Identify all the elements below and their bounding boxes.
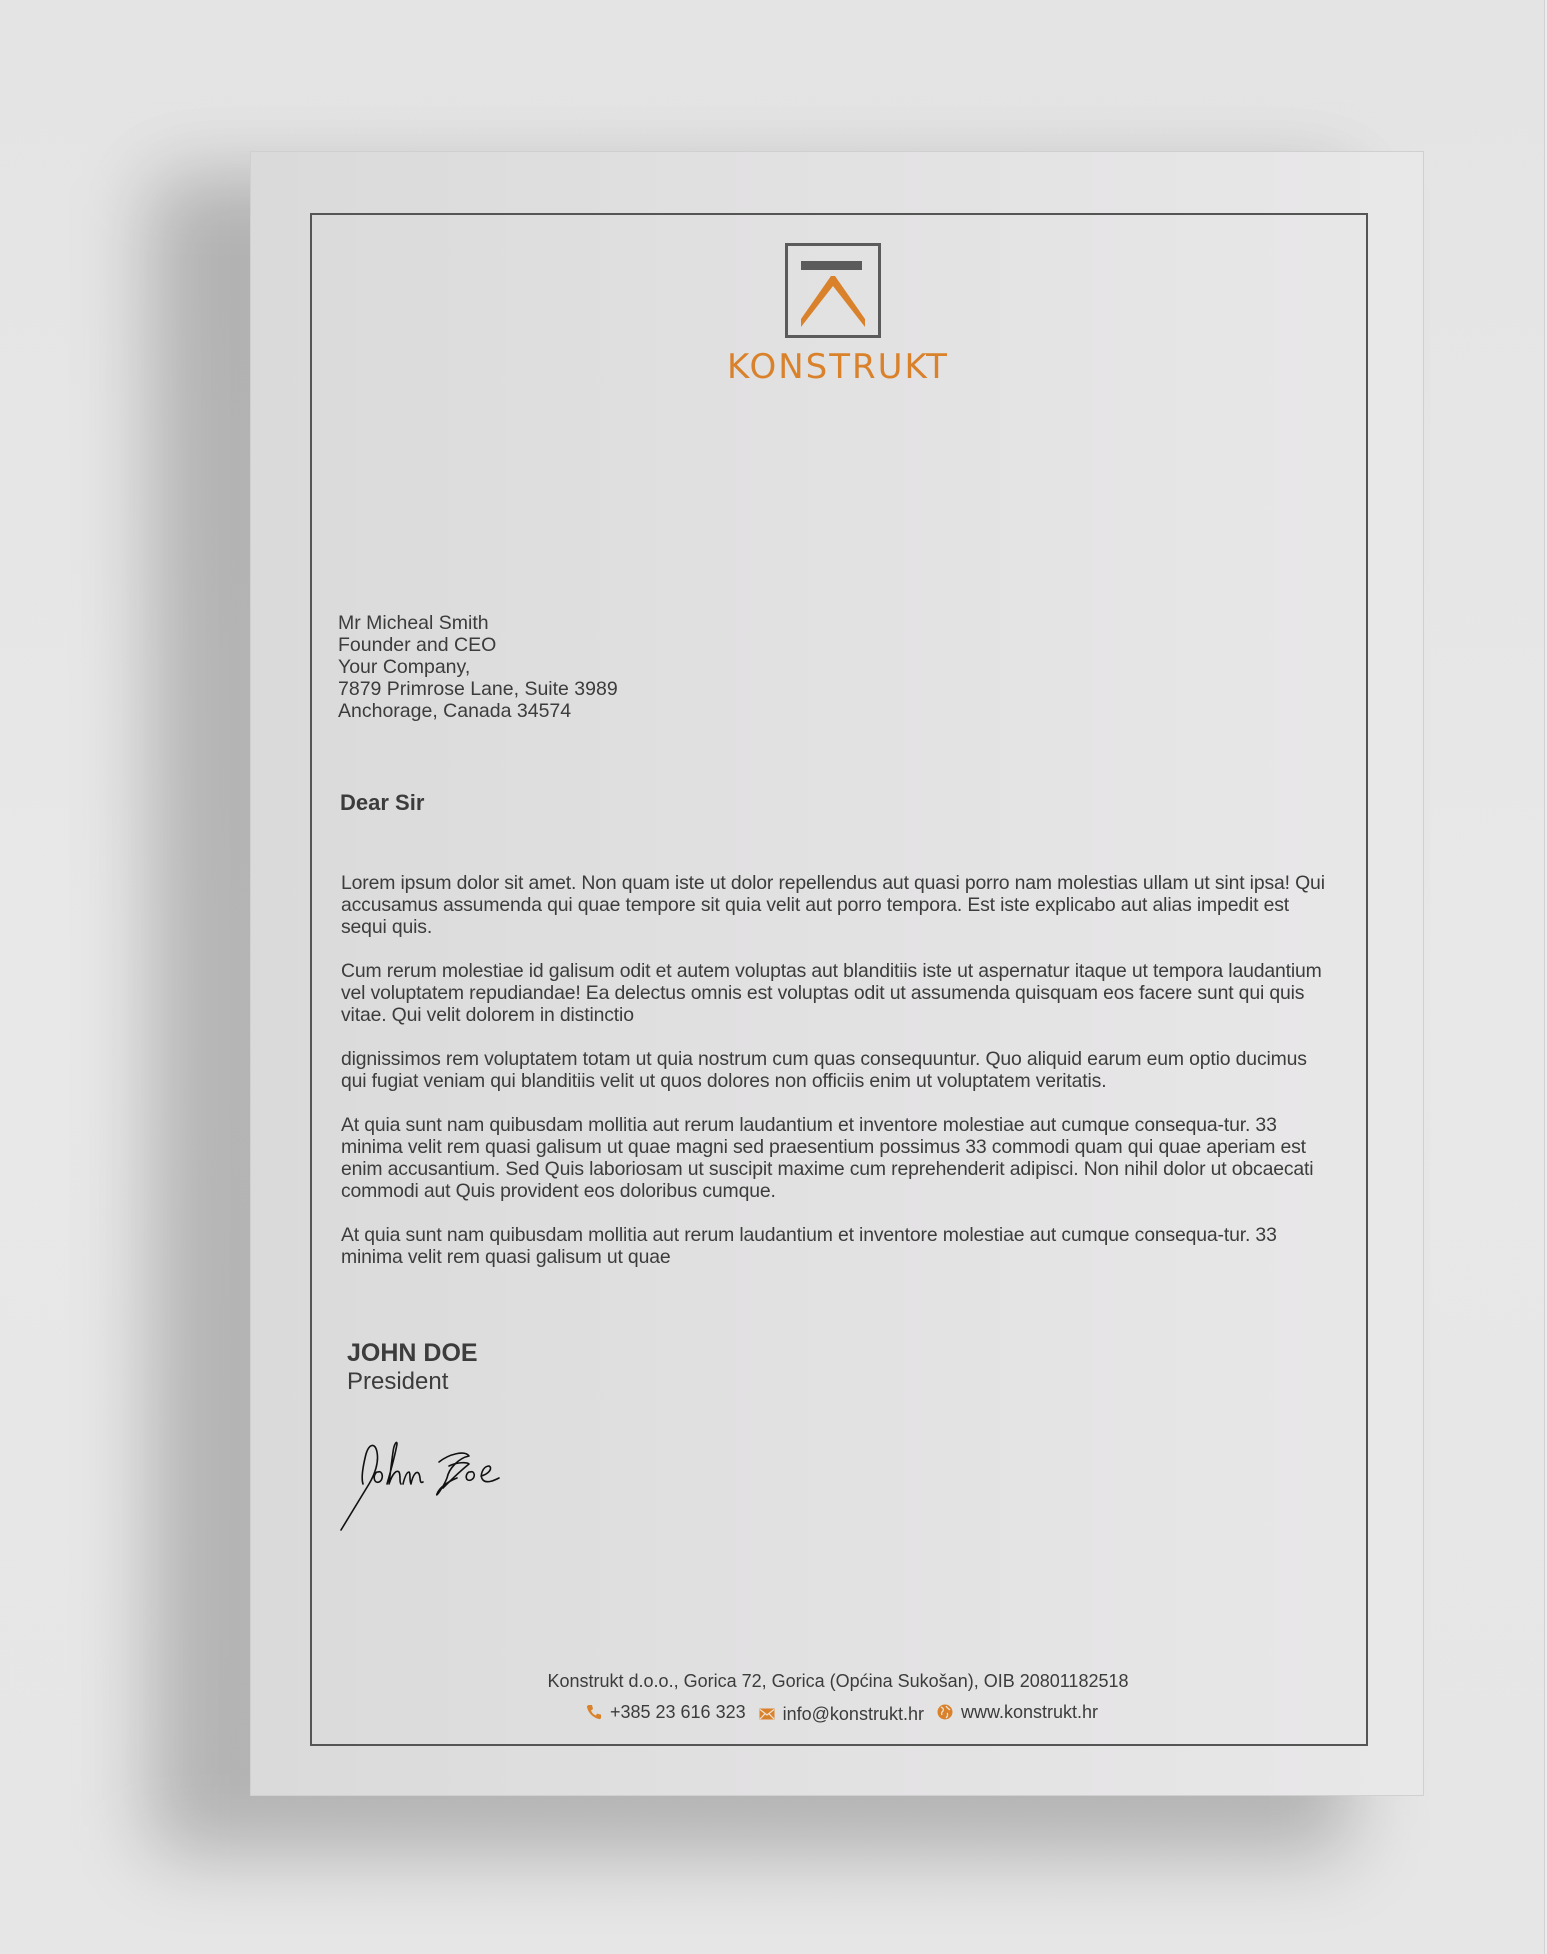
footer-company-line: Konstrukt d.o.o., Gorica 72, Gorica (Općina Sukošan), OIB 20801182518 <box>547 1671 1129 1691</box>
footer-email[interactable] <box>751 1703 924 1725</box>
letter-body <box>341 872 1331 1290</box>
signatory-title: President <box>347 1368 449 1395</box>
logo-chevron-icon <box>788 246 878 335</box>
recipient-city: Anchorage, Canada 34574 <box>338 700 572 722</box>
globe-icon <box>937 1704 953 1720</box>
footer-contacts <box>251 1701 1425 1725</box>
email-address: info@konstrukt.hr <box>782 1704 924 1724</box>
recipient-company: Your Company, <box>338 656 471 678</box>
body-paragraph: At quia sunt nam quibusdam mollitia aut rerum laudantium et inventore molestiae aut cumque consequa-tur. 33 minima velit rem quasi galisum ut quae magni sed praesentium possimus 33 commodi quam qui quae aperiam est enim accusantium. Sed Quis laboriosam ut suscipit maxime cum reprehenderit adipisci. Non nihil dolor ut obcaecati commodi aut Quis provident eos doloribus cumque. <box>341 1114 1314 1202</box>
phone-number: +385 23 616 323 <box>609 1702 746 1722</box>
body-paragraph: Lorem ipsum dolor sit amet. Non quam iste ut dolor repellendus aut quasi porro nam molestias ullam ut sint ipsa! Qui accusamus assumenda qui quae tempore sit quia velit aut porro tempora. Est iste explicabo aut alias impedit est sequi quis. <box>341 872 1325 938</box>
footer-phone[interactable] <box>578 1701 746 1723</box>
recipient-street: 7879 Primrose Lane, Suite 3989 <box>338 678 618 700</box>
konstrukt-logo-mark <box>785 243 881 338</box>
body-paragraph: At quia sunt nam quibusdam mollitia aut rerum laudantium et inventore molestiae aut cumque consequa-tur. 33 minima velit rem quasi galisum ut quae <box>341 1224 1277 1268</box>
website-url: www.konstrukt.hr <box>960 1702 1099 1722</box>
signatory-name: JOHN DOE <box>347 1339 478 1367</box>
letterhead-page <box>250 151 1424 1796</box>
brand-wordmark: KONSTRUKT <box>727 347 949 387</box>
envelope-icon <box>759 1708 775 1720</box>
phone-icon <box>586 1704 602 1720</box>
recipient-address <box>338 612 618 722</box>
handwritten-signature <box>339 1422 539 1532</box>
body-paragraph: dignissimos rem voluptatem totam ut quia nostrum cum quas consequuntur. Quo aliquid earum eum optio ducimus qui fugiat veniam qui blanditiis velit ut quos dolores non officiis enim ut voluptatem veritatis. <box>341 1048 1307 1092</box>
salutation: Dear Sir <box>340 790 425 815</box>
recipient-position: Founder and CEO <box>338 634 497 656</box>
recipient-name: Mr Micheal Smith <box>338 612 489 634</box>
footer-website[interactable] <box>929 1701 1098 1723</box>
body-paragraph: Cum rerum molestiae id galisum odit et autem voluptas aut blanditiis iste ut aspernatur itaque ut tempora laudantium vel voluptatem repudiandae! Ea delectus omnis est voluptas odit ut assumenda quisquam eos facere sunt qui quis vitae. Qui velit dolorem in distinctio <box>341 960 1322 1026</box>
